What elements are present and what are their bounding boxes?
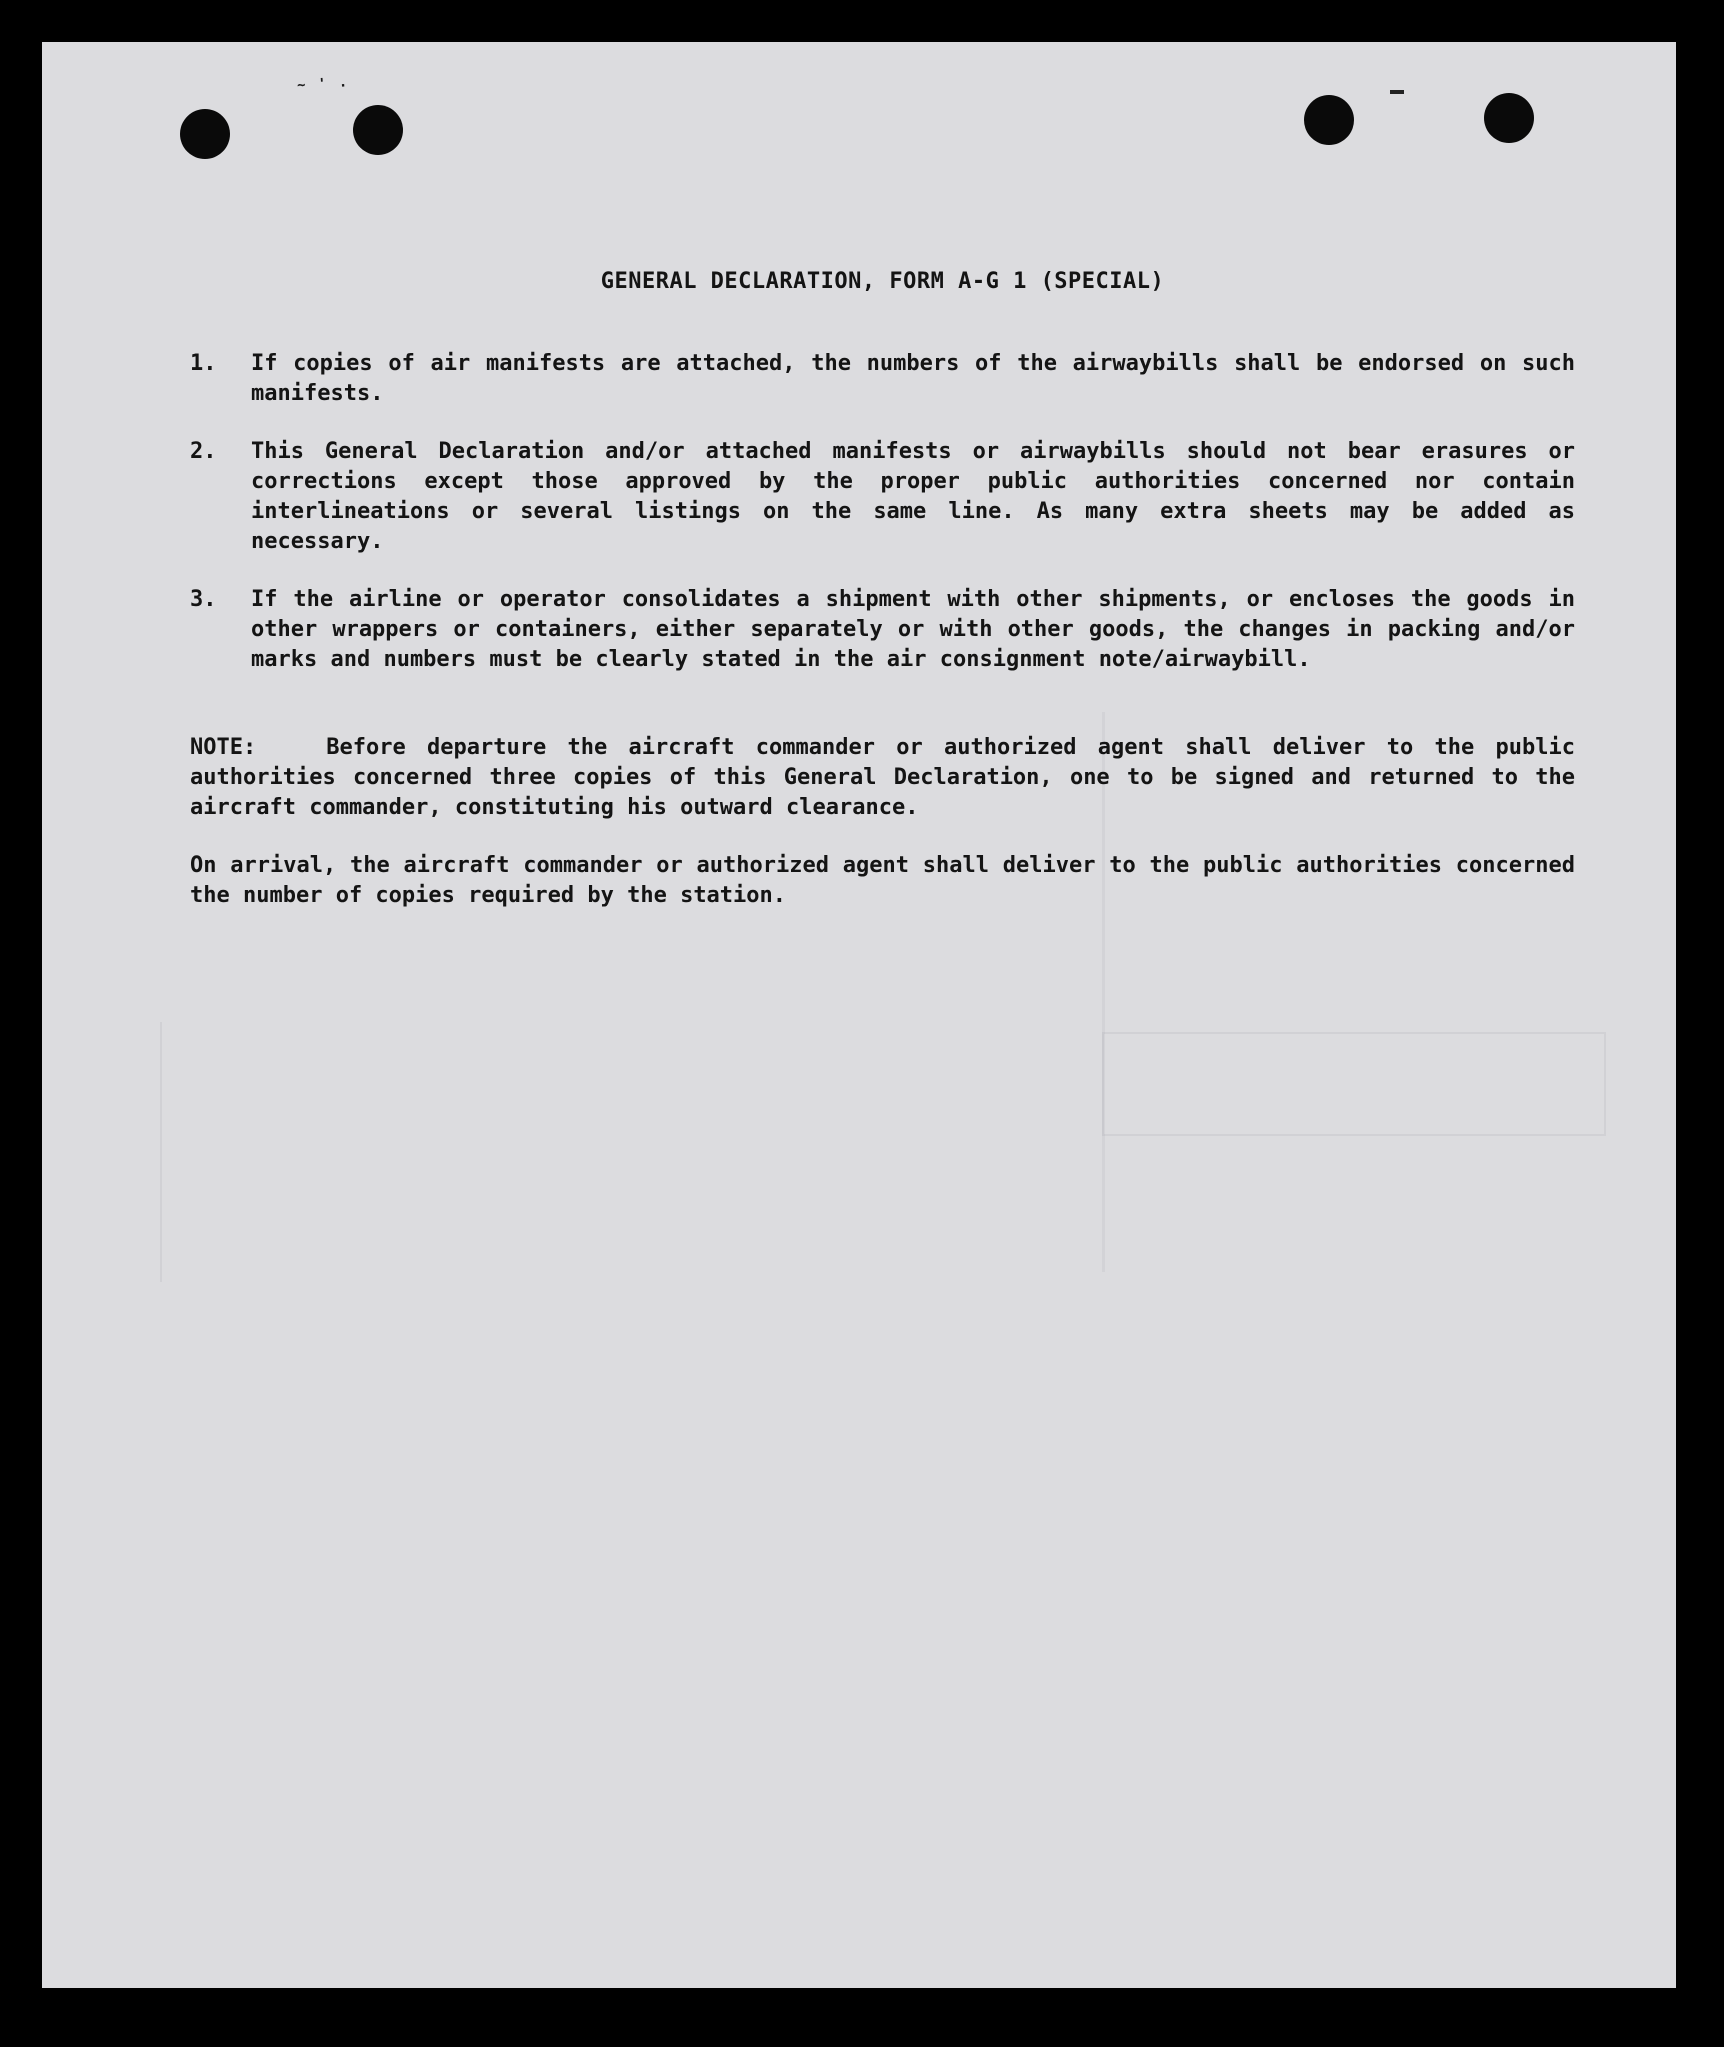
note-paragraph — [190, 733, 1575, 823]
list-item — [190, 349, 1575, 409]
item-text: If the airline or operator consolidates a shipment with other shipments, or encloses the goods in other wrappers or containers, either separately or with other goods, the changes in packing and/or marks and numbers must be clearly stated in the air consignment note/airwaybill. — [251, 587, 1575, 672]
bleed-through-mark — [1102, 1032, 1606, 1136]
punch-hole — [1304, 95, 1354, 145]
document-body — [190, 267, 1575, 911]
item-text: If copies of air manifests are attached, the numbers of the airwaybills shall be endorsed on such manifests. — [251, 351, 1575, 406]
arrival-paragraph — [190, 851, 1575, 911]
arrival-text: On arrival, the aircraft commander or authorized agent shall deliver to the public authorities concerned the number of copies required by the station. — [190, 853, 1575, 908]
punch-hole — [1484, 93, 1534, 143]
item-text: This General Declaration and/or attached manifests or airwaybills should not bear erasures or corrections except those approved by the proper public authorities concerned nor contain interlineations or several listings on the same line. As many extra sheets may be added as necessary. — [251, 439, 1575, 554]
ink-smudge: ~ ' . — [296, 74, 350, 94]
list-item — [190, 585, 1575, 675]
item-number: 3. — [190, 587, 217, 612]
punch-hole — [353, 105, 403, 155]
ink-smudge — [1390, 90, 1404, 94]
item-number: 2. — [190, 439, 217, 464]
item-number: 1. — [190, 351, 217, 376]
note-label: NOTE: — [190, 735, 257, 760]
document-page — [42, 42, 1676, 1988]
note-text: Before departure the aircraft commander or authorized agent shall deliver to the public authorities concerned three copies of this General Declaration, one to be signed and returned to the aircraft commander, constituting his outward clearance. — [190, 735, 1575, 820]
punch-hole — [180, 109, 230, 159]
document-title: GENERAL DECLARATION, FORM A-G 1 (SPECIAL) — [600, 269, 1165, 294]
list-item — [190, 437, 1575, 557]
